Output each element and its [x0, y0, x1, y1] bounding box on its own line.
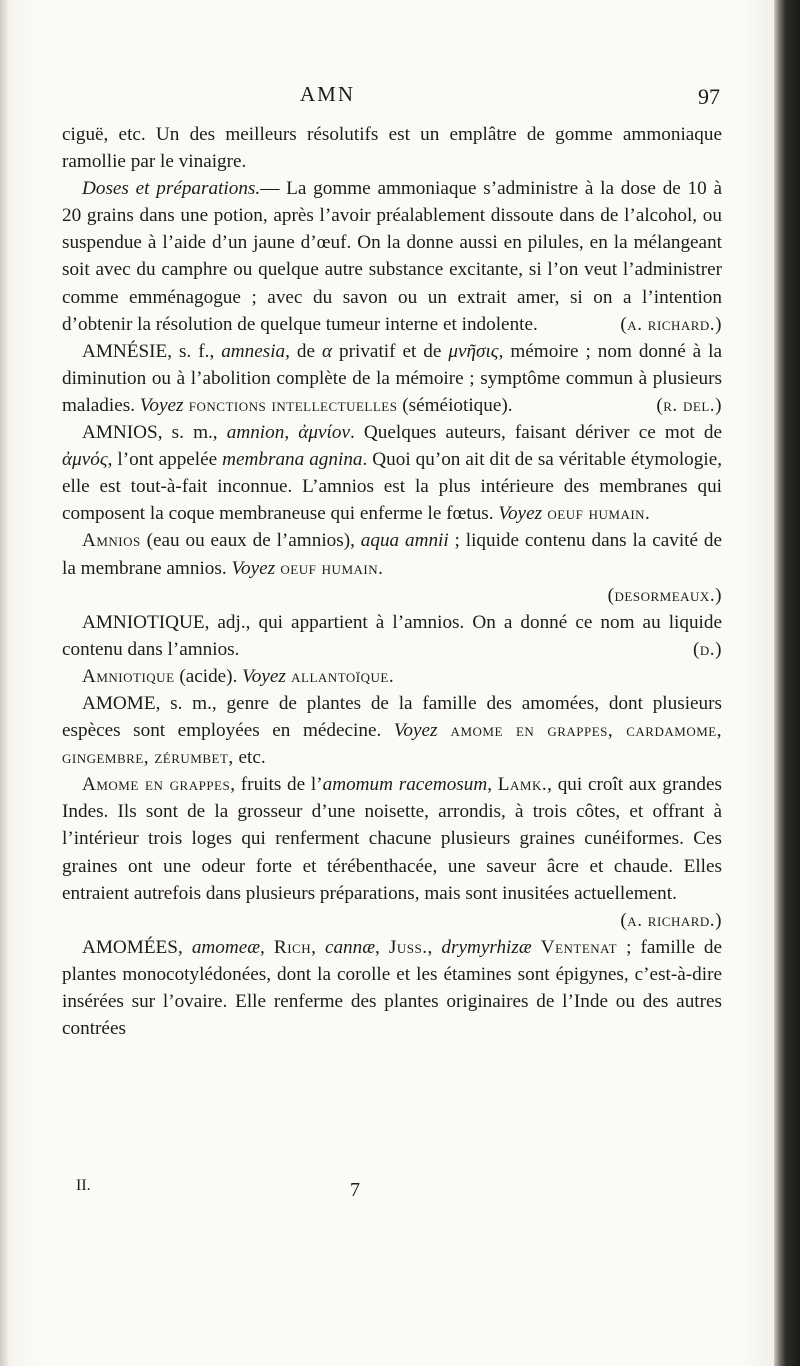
entry-amnios-eau: Amnios (eau ou eaux de l’amnios), aqua amnii ; liquide contenu dans la cavité de la membrane amnios. Voyez oeuf humain. — [62, 530, 722, 579]
entry-headword: AMNIOS — [82, 422, 158, 444]
entry-amome-en-grappes: Amome en grappes, fruits de l’amomum racemosum, Lamk., qui croît aux grandes Indes. Ils sont de la grosseur d’une noisette, arrondis, à trois côtes, et offrant à l’intérieur trois loges qui renferment chacune plusieurs graines cunéiformes. Ces graines ont une odeur forte et térébenthacée, une saveur âcre et chaude. Elles entraient autrefois dans plusieurs préparations, mais sont inusitées actuellement. (a. richard.) — [62, 771, 722, 906]
entry-headword: Amnios — [82, 530, 141, 552]
binding-shadow — [774, 0, 800, 1366]
page-number: 97 — [698, 84, 720, 109]
entry-headword: Amome en grappes — [82, 774, 231, 796]
page-header — [300, 82, 720, 112]
author-signature: (d.) — [693, 638, 722, 660]
entry-amome: AMOME, s. m., genre de plantes de la famille des amomées, dont plusieurs espèces sont employées en médecine. Voyez amome en grappes, cardamome, gingembre, zérumbet, etc. — [62, 692, 722, 769]
entry-amniotique-acide: Amniotique (acide). Voyez allantoïque. — [82, 665, 395, 687]
paragraph-continuation: ciguë, etc. Un des meilleurs résolutifs est un emplâtre de gomme ammoniaque ramollie par le vinaigre. — [62, 124, 722, 173]
author-signature: (r. del.) — [656, 394, 722, 416]
entry-headword: AMOME — [82, 692, 156, 714]
signature-line — [62, 582, 722, 609]
section-label: Doses et préparations. — [82, 178, 261, 200]
signature-mark: II. — [76, 1177, 91, 1194]
entry-headword: AMNIOTIQUE — [82, 611, 205, 633]
body-text — [62, 121, 722, 1042]
entry-amnios: AMNIOS, s. m., amnion, ἀμνίον. Quelques auteurs, faisant dériver ce mot de ἀμνός, l’ont appelée membrana agnina. Quoi qu’on ait dit de sa véritable étymologie, elle est tout-à-fait inconnue. L’amnios est la plus intérieure des membranes qui composent la coque membraneuse qui enferme le fœtus. Voyez oeuf humain. — [62, 422, 723, 525]
author-signature: (a. richard.) — [620, 909, 722, 931]
entry-amomees: AMOMÉES, amomeæ, Rich, cannæ, Juss., drymyrhizæ Ventenat ; famille de plantes monocotylédonées, dont la corolle et les étamines sont épigynes, c’est-à-dire insérées sur l’ovaire. Elle renferme des plantes originaires de l’Inde ou des autres contrées — [62, 936, 723, 1040]
entry-headword: AMNÉSIE — [82, 340, 168, 362]
page-left-edge — [0, 0, 8, 1366]
page-footer — [70, 1177, 720, 1207]
gathering-number: 7 — [350, 1179, 360, 1201]
entry-headword: Amniotique — [82, 665, 175, 687]
author-signature: (a. richard.) — [620, 313, 722, 335]
author-signature: (desormeaux.) — [607, 584, 722, 606]
running-head: AMN — [300, 82, 356, 106]
entry-amnesie: AMNÉSIE, s. f., amnesia, de α privatif et de μνῆσις, mémoire ; nom donné à la diminution ou à l’abolition complète de la mémoire ; symptôme commun à plusieurs maladies. Voyez fonctions intellectuelles (séméiotique). (r. del.) — [62, 338, 722, 419]
paragraph-doses: Doses et préparations.— La gomme ammoniaque s’administre à la dose de 10 à 20 grains dans une potion, après l’avoir préalablement dissoute dans de l’alcohol, ou suspendue à l’aide d’un jaune d’œuf. On la donne aussi en pilules, en la mélangeant soit avec du camphre ou quelque autre substance excitante, si l’on veut l’administrer comme emménagogue ; avec du savon ou un extrait amer, si on a l’intention d’obtenir la résolution de quelque tumeur interne et indolente. (a. richard.) — [62, 175, 722, 338]
entry-headword: AMOMÉES — [82, 936, 178, 958]
entry-amniotique: AMNIOTIQUE, adj., qui appartient à l’amnios. On a donné ce nom au liquide contenu dans l’amnios. (d.) — [62, 609, 722, 663]
